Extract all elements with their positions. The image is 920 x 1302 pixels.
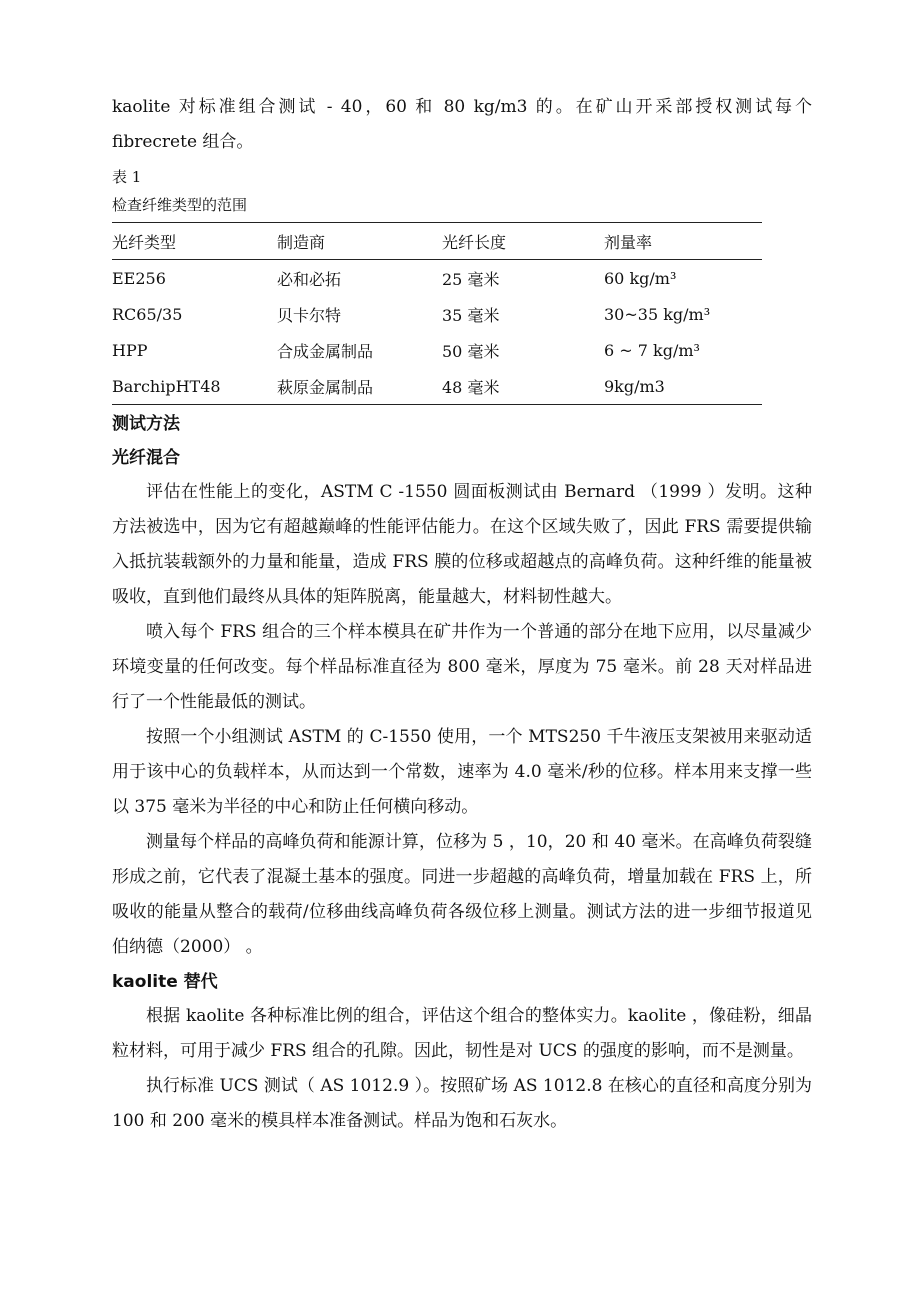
body-paragraph: 按照一个小组测试 ASTM 的 C-1550 使用，一个 MTS250 千牛液压支架被用来驱动适用于该中心的负载样本，从而达到一个常数，速率为 4.0 毫米/秒的位移。样本用来支撑一些以 375 毫米为半径的中心和防止任何横向移动。 <box>112 727 812 817</box>
cell-dosage-rate: 60 kg/m³ <box>604 268 677 288</box>
table-row <box>112 296 762 332</box>
header-manufacturer: 制造商 <box>277 232 326 252</box>
body-paragraph: 测量每个样品的高峰负荷和能源计算，位移为 5 ，10，20 和 40 毫米。在高峰负荷裂缝形成之前，它代表了混凝土基本的强度。同进一步超越的高峰负荷，增量加载在 FRS 上，所吸收的能量从整合的载荷/位移曲线高峰负荷各级位移上测量。测试方法的进一步细节报道见伯纳德（2000） 。 <box>112 832 812 957</box>
cell-manufacturer: 合成金属制品 <box>277 341 374 361</box>
body-paragraph: 评估在性能上的变化，ASTM C -1550 圆面板测试由 Bernard （1999 ）发明。这种方法被选中，因为它有超越巅峰的性能评估能力。在这个区域失败了，因此 FRS 需要提供输入抵抗装载额外的力量和能量，造成 FRS 膜的位移或超越点的高峰负荷。这种纤维的能量被吸收，直到他们最终从具体的矩阵脱离，能量越大，材料韧性越大。 <box>112 482 812 607</box>
cell-fiber-type: BarchipHT48 <box>112 376 221 396</box>
fiber-types-table <box>112 222 762 405</box>
fiber-mix-heading: 光纤混合 <box>112 448 180 468</box>
cell-dosage-rate: 30~35 kg/m³ <box>604 304 711 324</box>
cell-manufacturer: 贝卡尔特 <box>277 305 342 325</box>
cell-fiber-length: 50 毫米 <box>442 341 500 361</box>
table-caption-number: 表 1 <box>112 168 142 186</box>
document-content <box>112 90 812 1139</box>
body-paragraph: 喷入每个 FRS 组合的三个样本模具在矿井作为一个普通的部分在地下应用，以尽量减少环境变量的任何改变。每个样品标准直径为 800 毫米，厚度为 75 毫米。前 28 天对样品进行了一个性能最低的测试。 <box>112 622 812 712</box>
table-header-row <box>112 223 762 260</box>
cell-fiber-length: 35 毫米 <box>442 305 500 325</box>
kaolite-heading: kaolite 替代 <box>112 972 218 992</box>
cell-manufacturer: 必和必拓 <box>277 269 342 289</box>
cell-fiber-type: RC65/35 <box>112 304 183 324</box>
table-row <box>112 368 762 405</box>
table-row <box>112 332 762 368</box>
header-dosage-rate: 剂量率 <box>604 232 653 252</box>
header-fiber-length: 光纤长度 <box>442 232 507 252</box>
body-paragraph: 执行标准 UCS 测试（ AS 1012.9 ）。按照矿场 AS 1012.8 在核心的直径和高度分别为 100 和 200 毫米的模具样本准备测试。样品为饱和石灰水。 <box>112 1076 812 1131</box>
cell-fiber-type: HPP <box>112 340 148 360</box>
cell-fiber-length: 48 毫米 <box>442 377 500 397</box>
cell-fiber-type: EE256 <box>112 268 166 288</box>
intro-paragraph: kaolite 对标准组合测试 - 40，60 和 80 kg/m3 的。在矿山开采部授权测试每个 fibrecrete 组合。 <box>112 97 812 152</box>
cell-manufacturer: 萩原金属制品 <box>277 377 374 397</box>
table-caption-title: 检查纤维类型的范围 <box>112 196 248 214</box>
body-paragraph: 根据 kaolite 各种标准比例的组合，评估这个组合的整体实力。kaolite ，像硅粉，细晶粒材料，可用于减少 FRS 组合的孔隙。因此，韧性是对 UCS 的强度的影响，而不是测量。 <box>112 1006 812 1061</box>
cell-fiber-length: 25 毫米 <box>442 269 500 289</box>
cell-dosage-rate: 6 ~ 7 kg/m³ <box>604 340 700 360</box>
test-method-heading: 测试方法 <box>112 414 180 434</box>
header-fiber-type: 光纤类型 <box>112 232 177 252</box>
cell-dosage-rate: 9kg/m3 <box>604 376 665 396</box>
table-row <box>112 260 762 297</box>
